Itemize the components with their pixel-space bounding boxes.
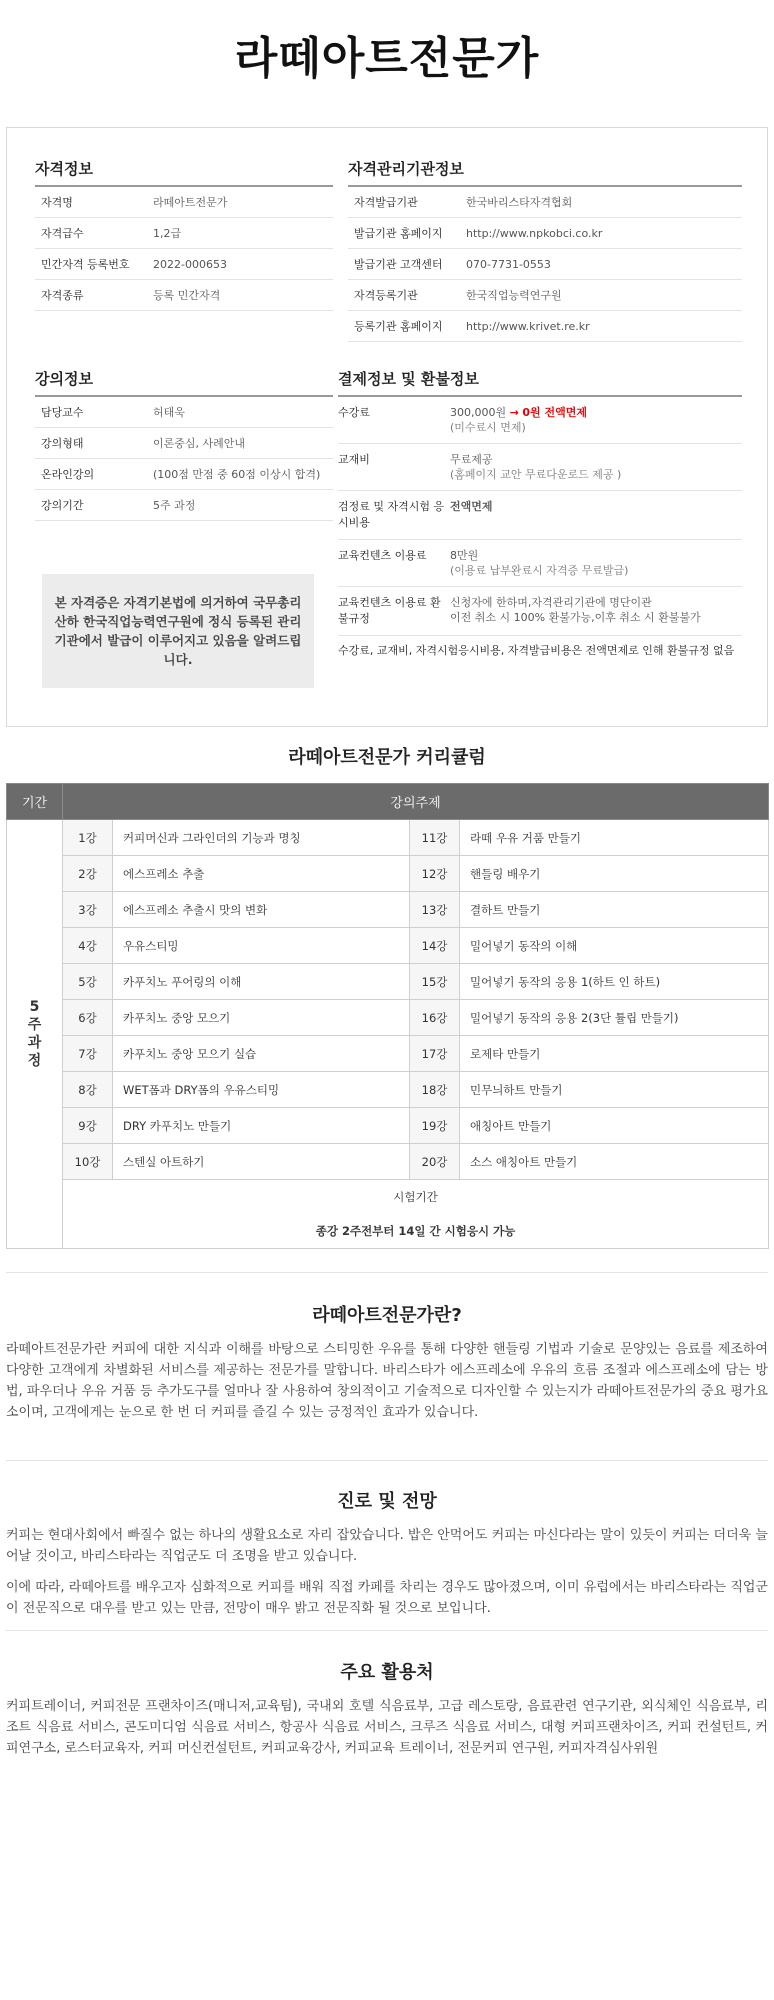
textbook-label: 교재비 <box>338 453 370 466</box>
lesson-number: 17강 <box>410 1036 460 1072</box>
content-fee-value: 8만원 <box>450 549 479 562</box>
table-row <box>7 1108 769 1144</box>
period-label: 5주 과정 <box>27 999 42 1069</box>
org-info-row <box>348 187 742 218</box>
lesson-topic: 에스프레소 추출시 맛의 변화 <box>113 892 410 928</box>
org-info-section <box>348 158 742 342</box>
usage-body: 커피트레이너, 커피전문 프랜차이즈(매니저,교육팀), 국내외 호텔 식음료부, 고급 레스토랑, 음료관련 연구기관, 외식체인 식음료부, 리조트 식음료 서비스, 콘도미디엄 식음료 서비스, 항공사 식음료 서비스, 크루즈 식음료 서비스, 대형 커피프랜차이즈, 커피 컨설턴트, 커피연구소, 로스터교육자, 커피 머신컨설턴트, 커피교육강사, 커피교육 트레이너, 전문커피 연구원, 커피자격심사위원 <box>6 1699 768 1756</box>
cert-info-row <box>35 218 333 249</box>
lecture-info-label: 온라인강의 <box>41 468 95 481</box>
lesson-topic: WET폼과 DRY폼의 우유스티밍 <box>113 1072 410 1108</box>
table-row <box>7 1036 769 1072</box>
lecture-info-row <box>35 428 333 459</box>
fee-row <box>338 397 742 444</box>
refund-label: 교육컨텐츠 이용료 환불규정 <box>338 596 441 625</box>
fee-sub: (미수료시 면제) <box>450 421 526 434</box>
payment-info-section <box>338 368 742 660</box>
org-info-row <box>348 280 742 311</box>
table-row <box>7 964 769 1000</box>
org-info-row <box>348 311 742 342</box>
textbook-value: 무료제공 <box>450 453 493 466</box>
lecture-info-section <box>35 368 333 521</box>
topic-header: 강의주제 <box>63 784 769 820</box>
lesson-number: 3강 <box>63 892 113 928</box>
org-info-label: 자격발급기관 <box>354 196 418 209</box>
lecture-info-row <box>35 397 333 428</box>
usage-title: 주요 활용처 <box>340 1662 434 1683</box>
lesson-number: 6강 <box>63 1000 113 1036</box>
exam-fee-label: 검정료 및 자격시험 응시비용 <box>338 500 445 529</box>
exam-fee-value: 전액면제 <box>450 500 493 513</box>
lesson-topic: 결하트 만들기 <box>460 892 769 928</box>
cert-info-value: 2022-000653 <box>153 257 227 271</box>
about-section <box>6 1301 768 1423</box>
lesson-number: 19강 <box>410 1108 460 1144</box>
lesson-number: 5강 <box>63 964 113 1000</box>
refund-value-2: 이전 취소 시 100% 환불가능,이후 취소 시 환불불가 <box>450 611 701 624</box>
period-cell <box>7 820 63 1249</box>
lecture-info-row <box>35 459 333 490</box>
about-title: 라떼아트전문가란? <box>312 1305 462 1326</box>
cert-info-value: 라떼아트전문가 <box>153 196 228 209</box>
lesson-topic: 밀어넣기 동작의 이해 <box>460 928 769 964</box>
exam-desc: 종강 2주전부터 14일 간 시험응시 가능 <box>315 1224 516 1238</box>
page-title: 라떼아트전문가 <box>234 33 540 84</box>
lesson-topic: 핸들링 배우기 <box>460 856 769 892</box>
org-info-label: 발급기관 고객센터 <box>354 258 443 271</box>
lecture-info-value: (100점 만점 중 60점 이상시 합격) <box>153 468 321 481</box>
lesson-number: 16강 <box>410 1000 460 1036</box>
lecture-info-value: 5주 과정 <box>153 499 196 512</box>
org-info-value: 한국바리스타자격협회 <box>466 196 573 209</box>
content-fee-row <box>338 540 742 587</box>
fee-price: 300,000원 <box>450 406 507 419</box>
refund-value-1: 신청자에 한하며,자격관리기관에 명단이관 <box>450 596 652 609</box>
fee-label: 수강료 <box>338 406 370 419</box>
lesson-topic: 애칭아트 만들기 <box>460 1108 769 1144</box>
refund-note: 수강료, 교재비, 자격시험응시비용, 자격발급비용은 전액면제로 인해 환불규정 없음 <box>338 644 735 657</box>
cert-info-value: 1,2급 <box>153 227 182 240</box>
lesson-topic: 라떼 우유 거품 만들기 <box>460 820 769 856</box>
lesson-topic: DRY 카푸치노 만들기 <box>113 1108 410 1144</box>
cert-info-section <box>35 158 333 311</box>
org-info-label: 자격등록기관 <box>354 289 418 302</box>
lesson-number: 11강 <box>410 820 460 856</box>
org-info-value: http://www.npkobci.co.kr <box>466 226 603 240</box>
divider <box>6 1630 768 1631</box>
exam-row <box>7 1180 769 1249</box>
lecture-info-label: 담당교수 <box>41 406 84 419</box>
refund-row <box>338 587 742 636</box>
table-row <box>7 1144 769 1180</box>
divider <box>6 1272 768 1273</box>
table-row <box>7 856 769 892</box>
lesson-topic: 밀어넣기 동작의 응용 1(하트 인 하트) <box>460 964 769 1000</box>
lecture-info-title: 강의정보 <box>35 368 333 397</box>
lecture-info-value: 허태욱 <box>153 406 185 419</box>
lesson-number: 15강 <box>410 964 460 1000</box>
lesson-topic: 소스 애칭아트 만들기 <box>460 1144 769 1180</box>
exam-fee-row <box>338 491 742 540</box>
lesson-topic: 에스프레소 추출 <box>113 856 410 892</box>
cert-info-label: 자격종류 <box>41 289 84 302</box>
cert-info-value: 등록 민간자격 <box>153 289 221 302</box>
table-row <box>7 1000 769 1036</box>
cert-info-row <box>35 187 333 218</box>
org-info-row <box>348 249 742 280</box>
lesson-topic: 로제타 만들기 <box>460 1036 769 1072</box>
table-row <box>7 820 769 856</box>
payment-info-title: 결제정보 및 환불정보 <box>338 368 742 397</box>
lesson-number: 7강 <box>63 1036 113 1072</box>
career-title: 진로 및 전망 <box>337 1491 437 1512</box>
career-section <box>6 1487 768 1619</box>
content-fee-label: 교육컨텐츠 이용료 <box>338 549 427 562</box>
lesson-number: 20강 <box>410 1144 460 1180</box>
content-fee-sub: (이용료 납부완료시 자격증 무료발급) <box>450 564 629 577</box>
lesson-topic: 카푸치노 중앙 모으기 <box>113 1000 410 1036</box>
lesson-number: 12강 <box>410 856 460 892</box>
table-row <box>7 928 769 964</box>
org-info-title: 자격관리기관정보 <box>348 158 742 187</box>
org-info-label: 발급기관 홈페이지 <box>354 227 443 240</box>
org-info-value: 한국직업능력연구원 <box>466 289 562 302</box>
cert-info-label: 자격명 <box>41 196 73 209</box>
table-row <box>7 892 769 928</box>
divider <box>6 1460 768 1461</box>
org-info-value: 070-7731-0553 <box>466 257 551 271</box>
cert-info-title: 자격정보 <box>35 158 333 187</box>
lecture-info-label: 강의기간 <box>41 499 84 512</box>
exam-cell <box>63 1180 769 1249</box>
info-box <box>6 127 768 727</box>
cert-info-label: 자격급수 <box>41 227 84 240</box>
lesson-number: 10강 <box>63 1144 113 1180</box>
lesson-number: 2강 <box>63 856 113 892</box>
curriculum-title: 라떼아트전문가 커리큘럼 <box>288 747 486 768</box>
lesson-number: 18강 <box>410 1072 460 1108</box>
org-info-row <box>348 218 742 249</box>
usage-section <box>6 1658 768 1759</box>
lesson-number: 1강 <box>63 820 113 856</box>
lesson-topic: 민무늬하트 만들기 <box>460 1072 769 1108</box>
lesson-topic: 카푸치노 푸어링의 이해 <box>113 964 410 1000</box>
career-body-2: 이에 따라, 라떼아트를 배우고자 심화적으로 커피를 배워 직접 카페를 차리는 경우도 많아졌으며, 이미 유럽에서는 바리스타라는 직업군이 전문직으로 대우를 받고 있는 만큼, 전망이 매우 밝고 전문직화 될 것으로 보입니다. <box>6 1580 768 1616</box>
textbook-row <box>338 444 742 491</box>
lesson-number: 13강 <box>410 892 460 928</box>
lesson-number: 14강 <box>410 928 460 964</box>
lecture-info-label: 강의형태 <box>41 437 84 450</box>
lesson-topic: 카푸치노 중앙 모으기 실습 <box>113 1036 410 1072</box>
lesson-topic: 우유스티밍 <box>113 928 410 964</box>
lesson-number: 8강 <box>63 1072 113 1108</box>
notice-box: 본 자격증은 자격기본법에 의거하여 국무총리산하 한국직업능력연구원에 정식 등록된 관리기관에서 발급이 이루어지고 있음을 알려드립니다. <box>42 574 314 688</box>
exam-title: 시험기간 <box>393 1190 438 1204</box>
org-info-value: http://www.krivet.re.kr <box>466 319 590 333</box>
career-body-1: 커피는 현대사회에서 빠질수 없는 하나의 생활요소로 자리 잡았습니다. 밥은 안먹어도 커피는 마신다라는 말이 있듯이 커피는 더더욱 늘어날 것이고, 바리스타라는 직업군도 더 조명을 받고 있습니다. <box>6 1528 768 1564</box>
lesson-number: 9강 <box>63 1108 113 1144</box>
cert-info-row <box>35 249 333 280</box>
lesson-topic: 밀어넣기 동작의 응용 2(3단 튤립 만들기) <box>460 1000 769 1036</box>
about-body: 라떼아트전문가란 커피에 대한 지식과 이해를 바탕으로 스티밍한 우유를 통해 다양한 핸들링 기법과 기술로 문양있는 음료를 제조하여 다양한 고객에게 차별화된 서비스를 제공하는 전문가를 말합니다. 바리스타가 에스프레소에 우유의 흐름 조절과 에스프레소에 담는 방법, 파우더나 우유 거품 등 추가도구를 얼마나 잘 사용하여 창의적이고 기술적으로 디자인할 수 있는지가 라떼아트전문가의 중요 평가요소이며, 고객에게는 눈으로 한 번 더 커피를 즐길 수 있는 긍정적인 효과가 있습니다. <box>6 1342 768 1420</box>
period-header: 기간 <box>7 784 63 820</box>
curriculum-table <box>6 783 769 1249</box>
fee-arrow: → <box>509 406 519 419</box>
lecture-info-row <box>35 490 333 521</box>
cert-info-row <box>35 280 333 311</box>
table-row <box>7 1072 769 1108</box>
cert-info-label: 민간자격 등록번호 <box>41 258 130 271</box>
lesson-number: 4강 <box>63 928 113 964</box>
textbook-sub: (홈페이지 교안 무료다운로드 제공 ) <box>450 468 622 481</box>
fee-free: 0원 전액면제 <box>522 406 587 419</box>
lesson-topic: 커피머신과 그라인더의 기능과 명칭 <box>113 820 410 856</box>
lecture-info-value: 이론중심, 사례안내 <box>153 437 246 450</box>
lesson-topic: 스텐실 아트하기 <box>113 1144 410 1180</box>
org-info-label: 등록기관 홈페이지 <box>354 320 443 333</box>
